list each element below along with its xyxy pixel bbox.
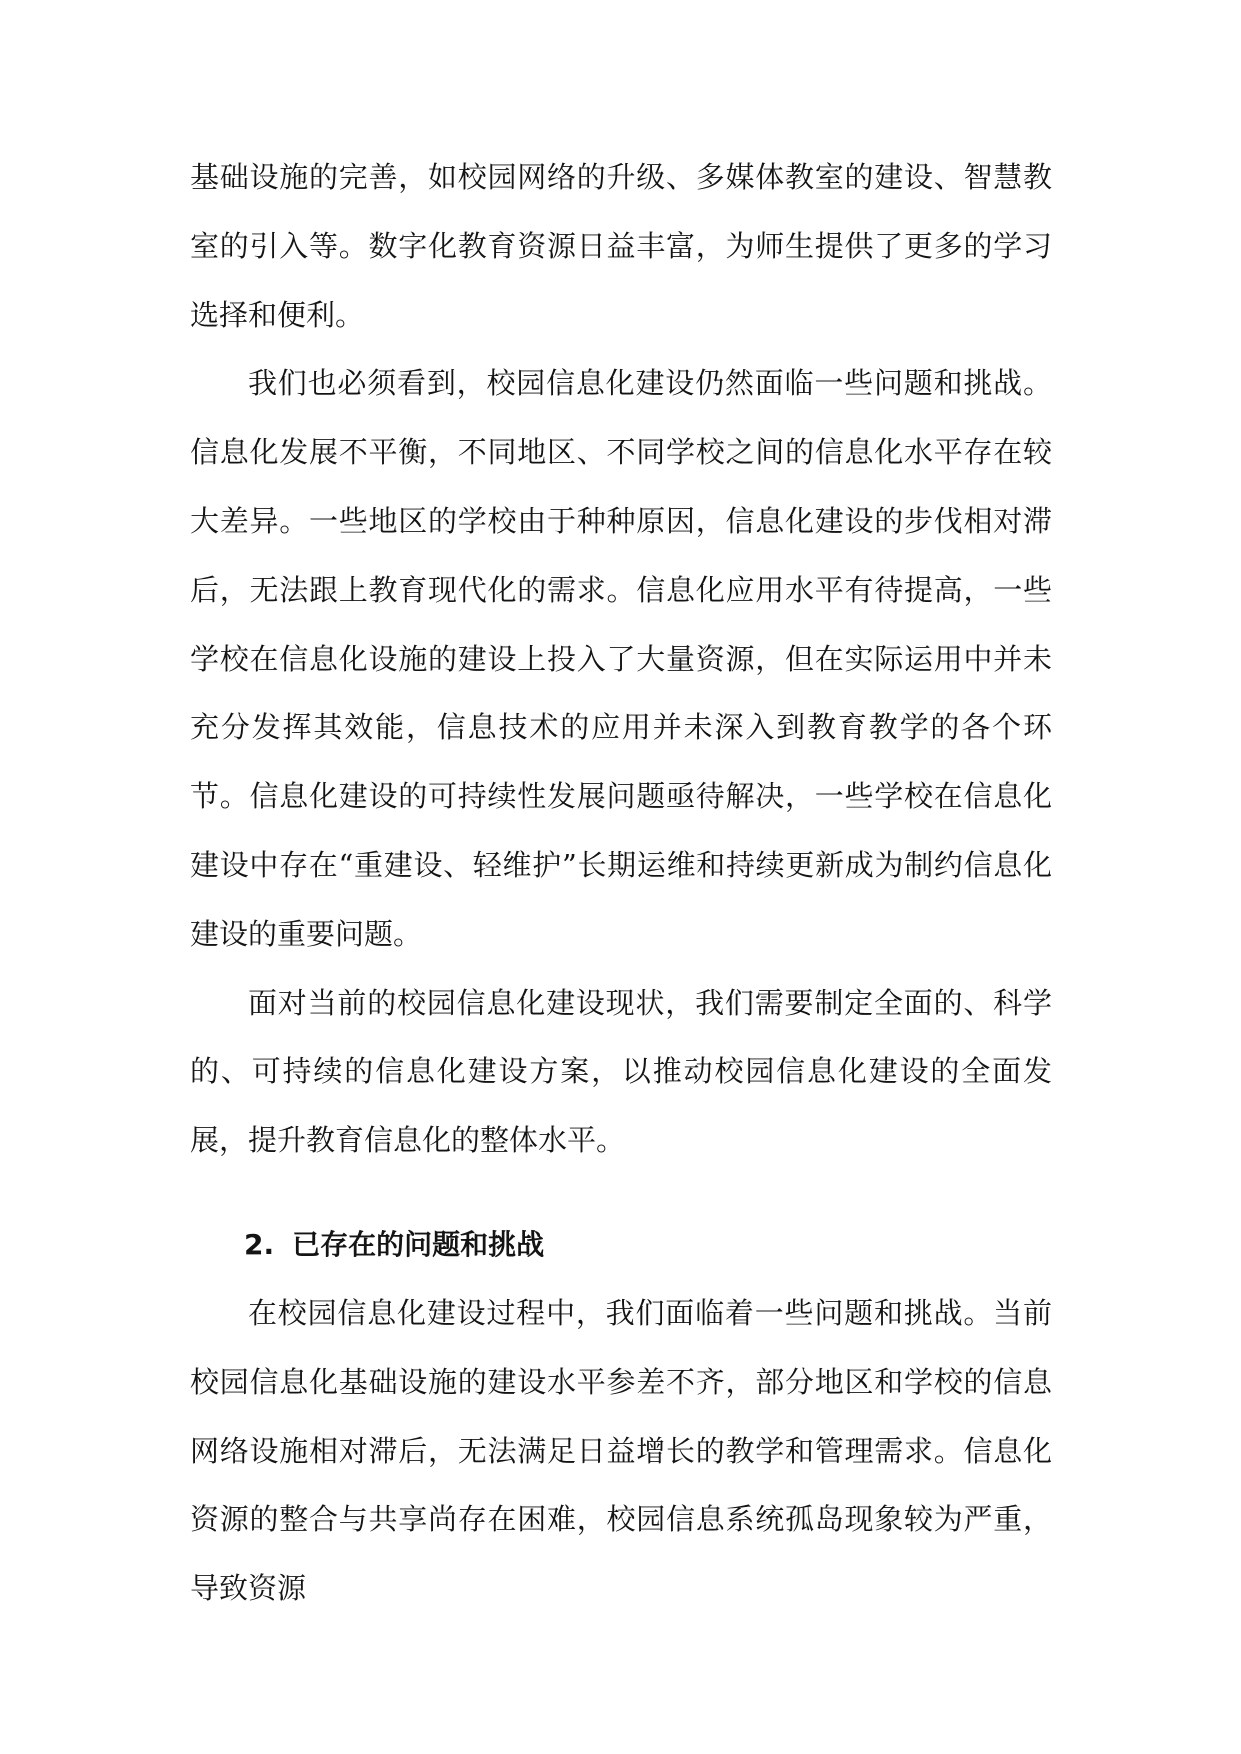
section-number: 2. xyxy=(244,1227,275,1261)
paragraph-challenges: 我们也必须看到，校园信息化建设仍然面临一些问题和挑战。信息化发展不平衡，不同地区、不同学校之间的信息化水平存在较大差异。一些地区的学校由于种种原因，信息化建设的步伐相对滞后，无法跟上教育现代化的需求。信息化应用水平有待提高，一些学校在信息化设施的建设上投入了大量资源，但在实际运用中并未充分发挥其效能，信息技术的应用并未深入到教育教学的各个环节。信息化建设的可持续性发展问题亟待解决，一些学校在信息化建设中存在“重建设、轻维护”长期运维和持续更新成为制约信息化建设的重要问题。 xyxy=(190,366,1052,951)
paragraph-plan: 面对当前的校园信息化建设现状，我们需要制定全面的、科学的、可持续的信息化建设方案，以推动校园信息化建设的全面发展，提升教育信息化的整体水平。 xyxy=(190,985,1052,1158)
document-body xyxy=(190,143,1052,1623)
section-title: 已存在的问题和挑战 xyxy=(292,1227,545,1261)
paragraph-section-intro: 在校园信息化建设过程中，我们面临着一些问题和挑战。当前校园信息化基础设施的建设水平参差不齐，部分地区和学校的信息网络设施相对滞后，无法满足日益增长的教学和管理需求。信息化资源的整合与共享尚存在困难，校园信息系统孤岛现象较为严重，导致资源 xyxy=(190,1295,1052,1606)
section-heading xyxy=(190,1211,1052,1279)
paragraph-continued: 基础设施的完善，如校园网络的升级、多媒体教室的建设、智慧教室的引入等。数字化教育资源日益丰富，为师生提供了更多的学习选择和便利。 xyxy=(190,160,1052,332)
